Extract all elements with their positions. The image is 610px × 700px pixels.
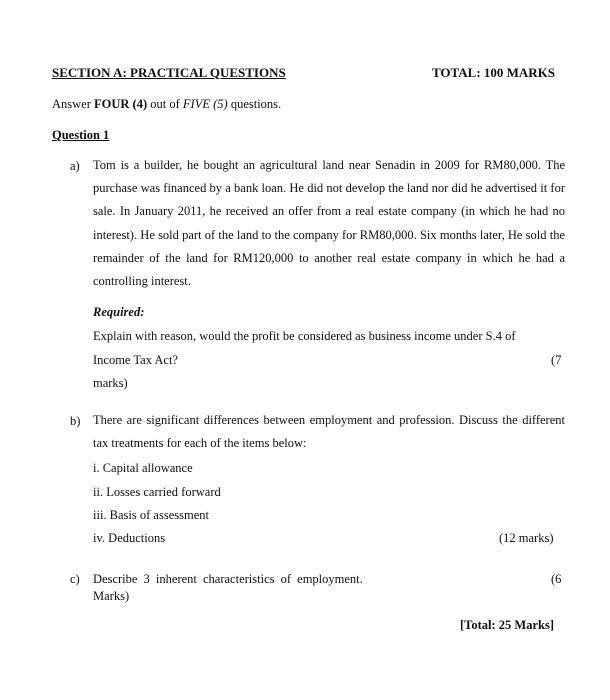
instruction-line xyxy=(52,96,281,112)
part-a-marks-part2: marks) xyxy=(93,376,128,390)
part-a-marks-part1: (7 xyxy=(551,353,562,367)
part-c-label: c) xyxy=(70,572,80,586)
part-b-item: iv. Deductions xyxy=(93,531,166,545)
part-a-label: a) xyxy=(70,159,80,173)
part-b-item: iii. Basis of assessment xyxy=(93,508,209,522)
instruction-count: FOUR (4) xyxy=(94,97,148,111)
instruction-total: FIVE (5) xyxy=(182,97,228,111)
part-a-task-line2: Income Tax Act? xyxy=(93,353,178,367)
required-label: Required: xyxy=(93,305,145,319)
section-title: SECTION A: PRACTICAL QUESTIONS xyxy=(52,65,286,80)
instruction-middle: out of xyxy=(147,97,183,111)
question-title: Question 1 xyxy=(52,128,110,142)
instruction-prefix: Answer xyxy=(52,97,95,111)
question-total: [Total: 25 Marks] xyxy=(460,618,554,632)
part-a-task-line1: Explain with reason, would the profit be considered as business income under S.4 of xyxy=(93,329,516,343)
part-c-text-line1: Describe 3 inherent characteristics of employment. xyxy=(93,572,363,586)
part-c-marks-part1: (6 xyxy=(551,572,562,586)
total-marks-header: TOTAL: 100 MARKS xyxy=(432,65,556,80)
part-b-text: There are significant differences between employment and profession. Discuss the different tax treatments for each of the items below: xyxy=(93,413,565,451)
part-b-marks: (12 marks) xyxy=(499,531,554,545)
part-b-item: i. Capital allowance xyxy=(93,461,193,475)
part-b-label: b) xyxy=(70,414,81,428)
part-b-item: ii. Losses carried forward xyxy=(93,485,221,499)
part-c-text-line2: Marks) xyxy=(93,589,130,603)
instruction-suffix: questions. xyxy=(227,97,282,111)
part-a-text: Tom is a builder, he bought an agricultural land near Senadin in 2009 for RM80,000. The purchase was financed by a bank loan. He did not develop the land nor did he advertised it for sale. In January 2011, he received an offer from a real estate company (in which he had no interest). He sold part of the land to the company for RM80,000. Six months later, He sold the remainder of the land for RM120,000 to another real estate company in which he had a controlling interest. xyxy=(93,158,565,289)
